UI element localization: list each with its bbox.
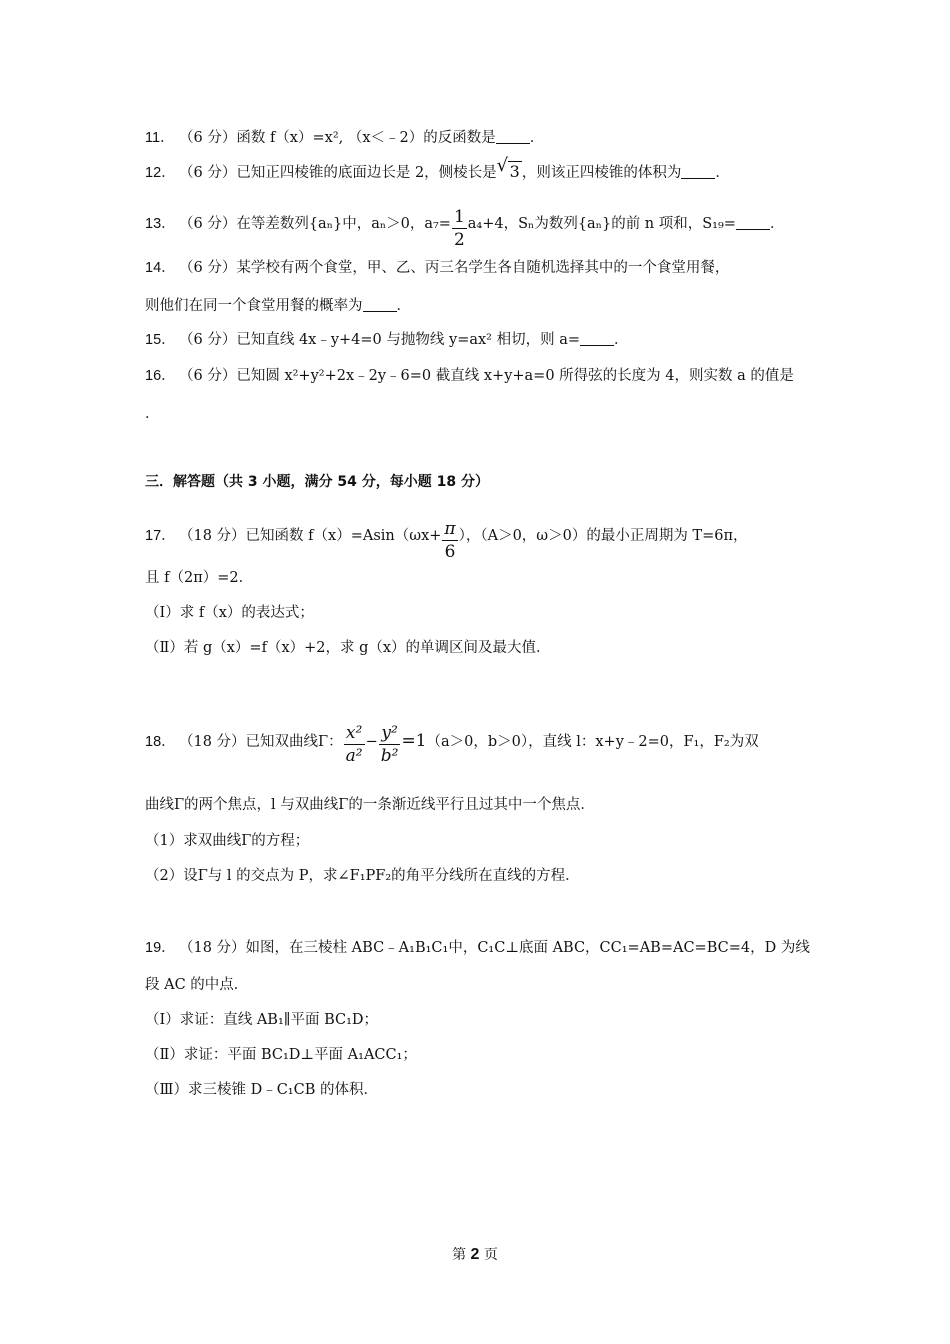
question-19-part1: （Ⅰ）求证：直线 AB₁∥平面 BC₁D； [145, 1012, 379, 1028]
question-number: 12． [145, 165, 176, 181]
question-text: （18 分）已知函数 f（x）=Asin（ωx+ [179, 528, 442, 544]
question-text: （6 分）函数 f（x）=x², （x＜﹣2）的反函数是 [179, 130, 496, 146]
question-number: 11． [145, 130, 175, 146]
question-16-line1 [145, 366, 794, 386]
question-18-part1: （1）求双曲线Γ的方程； [145, 833, 310, 849]
question-text: （18 分）如图，在三棱柱 ABC﹣A₁B₁C₁中，C₁C⊥底面 ABC，CC₁=AB=AC=BC=4，D 为线 [179, 940, 810, 956]
question-19-line2: 段 AC 的中点． [145, 977, 249, 993]
answer-blank [580, 331, 614, 346]
fraction-y: $\frac{\text{y²}}{\text{b²}}$ [380, 723, 399, 766]
sqrt-expression: √ 3 [496, 155, 520, 181]
question-13: 13． （6 分）在等差数列{aₙ}中，aₙ＞0，a₇= $\frac{1}{2}$ a₄+4，Sₙ为数列{aₙ}的前 n 项和，S₁₉= ． [145, 207, 785, 250]
question-11: 11． （6 分）函数 f（x）=x², （x＜﹣2）的反函数是 ． [145, 130, 545, 146]
answer-blank [736, 215, 770, 230]
question-17-part2: （Ⅱ）若 g（x）=f（x）+2，求 g（x）的单调区间及最大值． [145, 640, 551, 656]
question-12: 12． （6 分）已知正四棱锥的底面边长是 2，侧棱长是 √ 3 ，则该正四棱锥的体积为 ． [145, 155, 730, 181]
answer-blank [496, 129, 530, 144]
question-16-line2: ． [145, 406, 160, 422]
fraction: $\frac{1}{2}$ [453, 207, 465, 250]
question-19-part2: （Ⅱ）求证：平面 BC₁D⊥平面 A₁ACC₁； [145, 1047, 417, 1063]
page-footer: 第 2 页 [452, 1246, 498, 1263]
question-17-part1: （Ⅰ）求 f（x）的表达式； [145, 605, 314, 621]
question-18-part2: （2）设Γ与 l 的交点为 P，求∠F₁PF₂的角平分线所在直线的方程． [145, 868, 580, 884]
question-text: （6 分）已知直线 4x﹣y+4=0 与抛物线 y=ax² 相切，则 a= [179, 332, 580, 348]
question-text: （6 分）已知正四棱锥的底面边长是 2，侧棱长是 [179, 165, 497, 181]
question-15: 15． （6 分）已知直线 4x﹣y+4=0 与抛物线 y=ax² 相切，则 a= ． [145, 332, 629, 348]
question-number: 16． [145, 368, 176, 384]
question-19-line1 [145, 938, 810, 958]
question-17-line1: 17． （18 分）已知函数 f（x）=Asin（ωx+ $\frac{\pi}{6}$ ），（A＞0，ω＞0）的最小正周期为 T=6π， [145, 519, 748, 562]
question-18-line2: 曲线Γ的两个焦点，l 与双曲线Γ的一条渐近线平行且过其中一个焦点． [145, 797, 595, 813]
question-text: （6 分）某学校有两个食堂，甲、乙、丙三名学生各自随机选择其中的一个食堂用餐， [179, 260, 730, 276]
section-heading: 三．解答题（共 3 小题，满分 54 分，每小题 18 分） [145, 474, 489, 490]
question-14-line2: 则他们在同一个食堂用餐的概率为 ． [145, 298, 411, 314]
fraction-x: $\frac{\text{x²}}{\text{a²}}$ [345, 723, 363, 766]
question-number: 14． [145, 260, 176, 276]
question-number: 13． [145, 216, 176, 232]
question-number: 19． [145, 940, 176, 956]
question-18-line1: 18． （18 分）已知双曲线Γ： $\frac{\text{x²}}{\text{a²}}$ − $\frac{\text{y²}}{\text{b²}}$ =1（a＞0，b＞0），直线 l：x+y﹣2=0，F₁，F₂为双 [145, 723, 759, 766]
question-number: 18． [145, 734, 176, 750]
question-19-part3: （Ⅲ）求三棱锥 D﹣C₁CB 的体积． [145, 1082, 378, 1098]
answer-blank [681, 164, 715, 179]
question-number: 17． [145, 528, 176, 544]
answer-blank [363, 297, 397, 312]
question-14-line1 [145, 258, 729, 278]
question-17-line2: 且 f（2π）=2． [145, 570, 254, 586]
page-number: 2 [470, 1246, 480, 1263]
fraction: $\frac{\pi}{6}$ [444, 519, 456, 562]
question-text: （6 分）已知圆 x²+y²+2x﹣2y﹣6=0 截直线 x+y+a=0 所得弦的长度为 4，则实数 a 的值是 [179, 368, 794, 384]
question-text: （18 分）已知双曲线Γ： [179, 734, 343, 750]
question-number: 15． [145, 332, 176, 348]
question-text: （6 分）在等差数列{aₙ}中，aₙ＞0，a₇= [179, 216, 451, 232]
